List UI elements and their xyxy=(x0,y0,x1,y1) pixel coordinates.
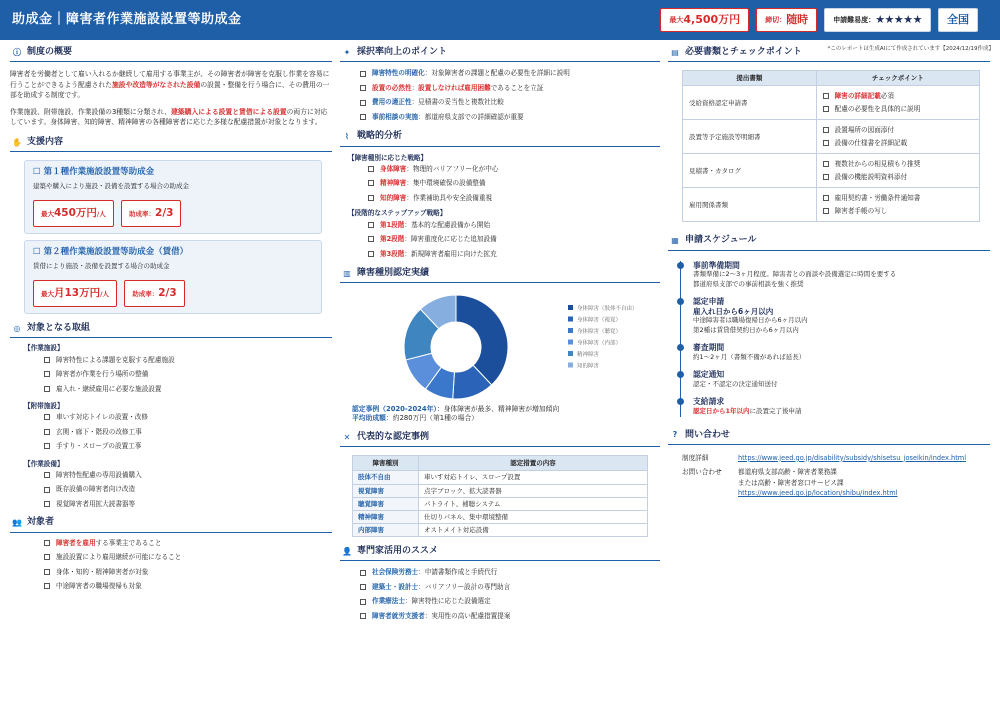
support-box-type1: ☐ 第１種作業施設設置等助成金 建築や購入により施設・設備を設置する場合の助成金 最大 450万円 /人 助成率： 2/3 xyxy=(24,160,322,234)
schedule-step: 事前準備期間 書類準備に2〜3ヶ月程度。障害者との面談や設備選定に時間を要する 都道府県支部での事前相談を強く推奨 xyxy=(693,261,990,290)
table-row: 見積書・カタログ 複数社からの相見積もり推奨 設備の機能説明資料添付 xyxy=(683,154,980,188)
table-row: 精神障害 仕切りパネル、集中環境整備 xyxy=(353,510,648,523)
table-row: 肢体不自由 車いす対応トイレ、スロープ設置 xyxy=(353,471,648,484)
section-cases: ✕ 代表的な認定事例 xyxy=(340,431,660,447)
achievements-caption: 認定事例（2020-2024年）：身体障害が最多、精神障害が増加傾向 平均助成額：約280万円（第1種の場合） xyxy=(352,405,560,422)
list-item: 視覚障害者用拡大読書器等 xyxy=(24,497,332,512)
section-achievements: ▥ 障害種別認定実績 xyxy=(340,267,660,283)
header-bar xyxy=(0,0,1000,40)
legend-label: 精神障害 xyxy=(577,352,600,359)
legend-label: 身体障害（内部） xyxy=(577,340,622,347)
overview-paragraph-1: 障害者を労働者として雇い入れるか継続して雇用する事業主が、その障害者が障害を克服し作業を容易に行うことができるよう配慮された施設や改造等がなされた設備の設置・整備を行う場合に、その費用の一部を助成する制度です。 xyxy=(10,70,330,100)
scope-badge: 全国 xyxy=(938,8,978,32)
bulb-icon: ✦ xyxy=(343,47,351,57)
section-documents: ▤ 必要書類とチェックポイント xyxy=(668,46,990,62)
points-list xyxy=(340,66,660,124)
list-item: 事前相談の実施 ：都道府県支部での詳細確認が重要 xyxy=(340,110,660,125)
link-branch-offices[interactable]: https://www.jeed.go.jp/location/shibu/index.html xyxy=(738,489,898,498)
list-item: 障害者就労支援者 ：実用性の高い配慮措置提案 xyxy=(340,609,660,624)
list-item: 第2段階 ：障害重度化に応じた追加設備 xyxy=(348,232,660,247)
list-item: 身体障害 ：物理的バリアフリー化が中心 xyxy=(348,162,660,177)
list-item: 施設設置により雇用継続が可能になること xyxy=(24,550,332,565)
overview-paragraph-2: 作業施設、附帯施設、作業設備の3種類に分類され、建築購入による設置と賃借による設置の両方に対応しています。身体障害、知的障害、精神障害の各種障害者に応じた多様な配慮措置が対象となります。 xyxy=(10,107,328,127)
section-support: ✋ 支援内容 xyxy=(10,136,332,152)
difficulty-badge: 申請難易度： ★★★★★ xyxy=(824,8,931,32)
documents-table-wrap xyxy=(668,62,990,222)
legend-swatch xyxy=(568,340,573,345)
star-icon: ★★★★★ xyxy=(875,13,922,27)
person-icon: 👤 xyxy=(342,546,352,556)
documents-table: 提出書類 チェックポイント 受給資格認定申請書 障害の詳細記載 必須 配慮の必要性を具体的に説明 設置等予定施設等明細書 設置場所の図面添付 設備の仕様書を詳細記載 見積書・カタログ 複数社からの相見積もり推奨 設備の機能説明資料添付 雇用関係書類 雇用契約書・労働条件通知書 障害者手帳の写し xyxy=(682,70,980,222)
eligible-list xyxy=(10,536,332,594)
legend-swatch xyxy=(568,305,573,310)
section-contact: ? 問い合わせ xyxy=(668,429,990,445)
section-strategy: ⌇ 戦略的分析 xyxy=(340,130,660,146)
list-item: 社会保険労務士 ：申請書類作成と手続代行 xyxy=(340,565,660,580)
section-points: ✦ 採択率向上のポイント xyxy=(340,46,660,62)
type1-rate: 助成率： 2/3 xyxy=(121,200,181,227)
targets-list: 【作業施設】 障害特性による課題を克服する配慮施設 障害者が作業を行う場所の整備 雇入れ・継続雇用に必要な施設設置 【附帯施設】 車いす対応トイレの設置・改修 玄関・廊下・階段の改修工事 手すり・スロープの設置工事 【作業設備】 障害特性配慮の専用設備購入 既存設備の障害者向け改造 視覚障害者用拡大読書器等 xyxy=(10,344,332,511)
table-row: 雇用関係書類 雇用契約書・労働条件通知書 障害者手帳の写し xyxy=(683,188,980,222)
list-item: 中途障害者の職場復帰も対象 xyxy=(24,579,332,594)
info-icon: ⓘ xyxy=(13,47,21,57)
legend-label: 知的障害 xyxy=(577,363,600,370)
list-item: 既存設備の障害者向け改造 xyxy=(24,482,332,497)
handshake-icon: ✋ xyxy=(12,137,22,147)
list-item: 身体・知的・精神障害者が対象 xyxy=(24,565,332,580)
type2-rate: 助成率： 2/3 xyxy=(124,280,184,307)
list-item: 知的障害 ：作業補助具や安全設備重視 xyxy=(348,191,660,206)
schedule-step: 認定申請 雇入れ日から6ヶ月以内 中途障害者は職場復帰日から6ヶ月以内 第2種は賃貸借契約日から6ヶ月以内 xyxy=(693,297,990,335)
max-amount-badge: 最大 4,500万円 xyxy=(660,8,749,32)
target-icon: ◎ xyxy=(13,323,21,333)
deadline-badge: 締切： 随時 xyxy=(756,8,817,32)
legend-label: 身体障害（肢体不自由） xyxy=(577,306,638,313)
table-row: 設置等予定施設等明細書 設置場所の図面添付 設備の仕様書を詳細記載 xyxy=(683,120,980,154)
type1-max-amount: 最大 450万円 /人 xyxy=(33,200,114,227)
page-title: 助成金｜障害者作業施設設置等助成金 xyxy=(12,11,242,27)
column-middle xyxy=(340,46,660,623)
column-left xyxy=(10,46,332,594)
table-row: 視覚障害 点字ブロック、拡大読書器 xyxy=(353,484,648,497)
legend-swatch xyxy=(568,351,573,356)
list-item: 第3段階 ：新規障害者雇用に向けた拡充 xyxy=(348,246,660,261)
list-item: 玄関・廊下・階段の改修工事 xyxy=(24,425,332,440)
table-row: 内部障害 オストメイト対応設備 xyxy=(353,523,648,536)
bar-chart-icon: ▥ xyxy=(343,268,351,278)
schedule-step: 審査期間 約1〜2ヶ月（書類不備があれば延長） xyxy=(693,343,990,362)
cases-table-wrap xyxy=(340,447,660,537)
cases-table: 障害種別 認定措置の内容 肢体不自由 車いす対応トイレ、スロープ設置 視覚障害 点字ブロック、拡大読書器 聴覚障害 パトライト、補聴システム 精神障害 仕切りパネル、集中環境整備 内部障害 オストメイト対応設備 xyxy=(352,455,648,537)
legend-label: 身体障害（聴覚） xyxy=(577,329,622,336)
file-icon: ▤ xyxy=(671,47,679,57)
header-badges xyxy=(660,8,978,32)
users-icon: 👥 xyxy=(12,517,22,527)
contact-content: 制度詳細 https://www.jeed.go.jp/disability/subsidy/shisetsu_joseikin/index.html お問い合わせ 都道府県支部高齢・障害者業務課 または高齢・障害者窓口サービス課 https://www.jeed.go.jp/location/shibu/index.html xyxy=(682,453,967,498)
list-item: 手すり・スロープの設置工事 xyxy=(24,439,332,454)
checkbox-icon: ☐ xyxy=(33,167,44,178)
section-experts: 👤 専門家活用のススメ xyxy=(340,545,660,561)
list-item: 障害者が作業を行う場所の整備 xyxy=(24,367,332,382)
schedule-step: 認定通知 認定・不認定の決定通知送付 xyxy=(693,370,990,389)
line-chart-icon: ⌇ xyxy=(345,131,349,141)
list-item: 障害特性の明確化 ：対象障害者の課題と配慮の必要性を詳細に説明 xyxy=(340,66,660,81)
list-item: 作業療法士 ：障害特性に応じた設備選定 xyxy=(340,594,660,609)
ai-note: *このレポートは生成AIにて作成されています【2024/12/19作成】 xyxy=(827,46,994,52)
achievements-chart-area xyxy=(340,283,660,405)
help-icon: ? xyxy=(672,430,678,440)
schedule-timeline xyxy=(680,261,990,417)
strategy-content: 【障害種別に応じた戦略】 身体障害 ：物理的バリアフリー化が中心 精神障害 ：集中環境確保の設備整備 知的障害 ：作業補助具や安全設備重視 【段階的なステップアップ戦略】 第1段階 ：基本的な配慮設備から開始 第2段階 ：障害重度化に応じた追加設備 第3段階 ：新規障害者雇用に向けた拡充 xyxy=(340,154,660,261)
link-subsidy-detail[interactable]: https://www.jeed.go.jp/disability/subsidy/shisetsu_joseikin/index.html xyxy=(738,453,967,462)
legend-swatch xyxy=(568,328,573,333)
table-row: 聴覚障害 パトライト、補聴システム xyxy=(353,497,648,510)
section-overview: ⓘ 制度の概要 xyxy=(10,46,332,62)
list-item: 建築士・設計士 ：バリアフリー設計の専門助言 xyxy=(340,580,660,595)
section-schedule: ▦ 申請スケジュール xyxy=(668,234,990,250)
section-targets: ◎ 対象となる取組 xyxy=(10,322,332,338)
list-item: 障害特性配慮の専用設備購入 xyxy=(24,468,332,483)
list-item: 費用の適正性 ：見積書の妥当性と複数社比較 xyxy=(340,95,660,110)
list-item: 精神障害 ：集中環境確保の設備整備 xyxy=(348,176,660,191)
list-item: 第1段階 ：基本的な配慮設備から開始 xyxy=(348,217,660,232)
checkbox-icon: ☐ xyxy=(33,247,44,258)
support-box-type2: ☐ 第２種作業施設設置等助成金（賃借） 賃借により施設・設備を設置する場合の助成金 最大 月13万円 /人 助成率： 2/3 xyxy=(24,240,322,314)
list-item: 障害特性による課題を克服する配慮施設 xyxy=(24,352,332,367)
column-right xyxy=(668,46,990,499)
type2-max-amount: 最大 月13万円 /人 xyxy=(33,280,117,307)
legend-swatch xyxy=(568,317,573,322)
legend-label: 身体障害（視覚） xyxy=(577,317,622,324)
table-row: 受給資格認定申請書 障害の詳細記載 必須 配慮の必要性を具体的に説明 xyxy=(683,86,980,120)
calendar-icon: ▦ xyxy=(671,235,679,245)
list-item: 雇入れ・継続雇用に必要な施設設置 xyxy=(24,381,332,396)
legend-swatch xyxy=(568,363,573,368)
list-item: 車いす対応トイレの設置・改修 xyxy=(24,410,332,425)
tools-icon: ✕ xyxy=(343,432,351,442)
schedule-step: 支給請求 認定日から1年以内に設置完了後申請 xyxy=(693,397,990,416)
experts-list xyxy=(340,565,660,623)
list-item: 障害者を雇用 する事業主であること xyxy=(24,536,332,551)
section-eligible: 👥 対象者 xyxy=(10,516,332,532)
list-item: 設置の必然性 ： 設置しなければ雇用困難 であることを立証 xyxy=(340,81,660,96)
donut-chart xyxy=(340,283,660,405)
